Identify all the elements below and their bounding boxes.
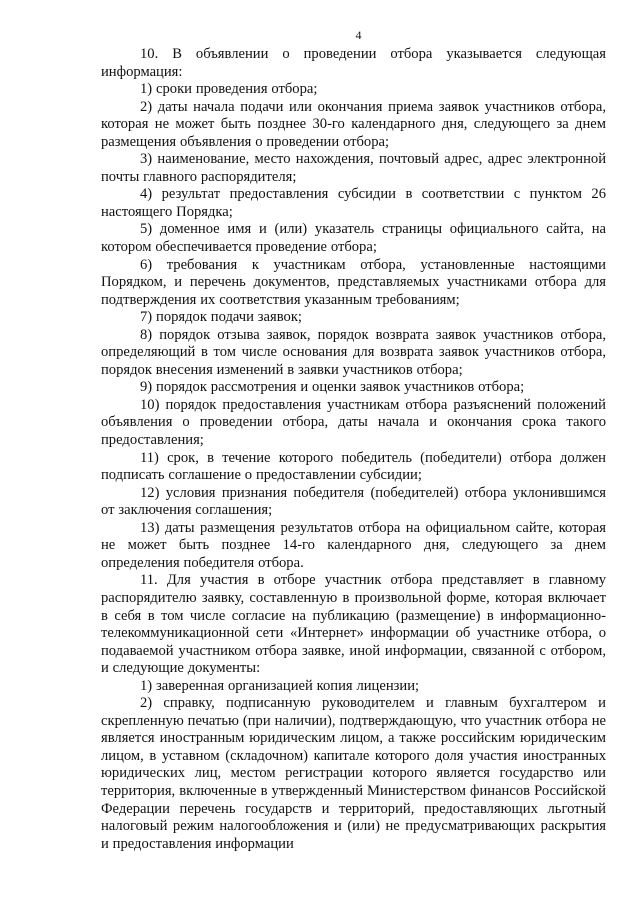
page-number: 4 bbox=[355, 28, 362, 42]
list-item-8: 8) порядок отзыва заявок, порядок возврата заявок участников отбора, определяющий в том числе основания для возврата заявок участников отбора, порядок внесения изменений в заявки участников отбора; bbox=[101, 326, 606, 378]
list-item-1: 1) сроки проведения отбора; bbox=[140, 81, 318, 98]
list-item-7: 7) порядок подачи заявок; bbox=[140, 309, 302, 326]
list-item-2: 2) даты начала подачи или окончания приема заявок участников отбора, которая не может быть позднее 30-го календарного дня, следующего за днем размещения объявления о проведении отбора; bbox=[101, 98, 606, 150]
list-item-11: 11) срок, в течение которого победитель (победители) отбора должен подписать соглашение о предоставлении субсидии; bbox=[101, 449, 606, 484]
list-item-9: 9) порядок рассмотрения и оценки заявок участников отбора; bbox=[140, 379, 525, 396]
paragraph-11: 11. Для участия в отборе участник отбора представляет в главному распорядителю заявку, составленную в произвольной форме, которая включает в себя в том числе согласие на публикацию (размещение) в информационно-телекоммуникационной сети «Интернет» информации об участнике отбора, о подаваемой участником отбора заявке, иной информации, связанной с отбором, и следующие документы: bbox=[101, 572, 606, 677]
list-item-3: 3) наименование, место нахождения, почтовый адрес, адрес электронной почты главного распорядителя; bbox=[101, 151, 606, 185]
list-item-4: 4) результат предоставления субсидии в соответствии с пунктом 26 настоящего Порядка; bbox=[101, 186, 606, 220]
document-item-1: 1) заверенная организацией копия лицензии; bbox=[140, 677, 420, 694]
paragraph-10: 10. В объявлении о проведении отбора указывается следующая информация: bbox=[101, 46, 606, 80]
document-item-2: 2) справку, подписанную руководителем и главным бухгалтером и скрепленную печатью (при наличии), подтверждающую, что участник отбора не является иностранным юридическим лицом, а также российским юридическим лицом, в уставном (складочном) капитале которого доля участия иностранных юридических лиц, местом регистрации которого является государство или территория, включенные в утвержденный Министерством финансов Российской Федерации перечень государств и территорий, предоставляющих льготный налоговый режим налогообложения и (или) не предусматривающих раскрытия и предоставления информации bbox=[101, 695, 606, 852]
document-body bbox=[101, 46, 606, 853]
list-item-10: 10) порядок предоставления участникам отбора разъяснений положений объявления о проведении отбора, даты начала и окончания срока такого предоставления; bbox=[101, 396, 606, 449]
list-item-12: 12) условия признания победителя (победителей) отбора уклонившимся от заключения соглашения; bbox=[101, 484, 606, 519]
list-item-5: 5) доменное имя и (или) указатель страницы официального сайта, на котором обеспечивается проведение отбора; bbox=[101, 221, 606, 256]
list-item-13: 13) даты размещения результатов отбора на официальном сайте, которая не может быть позднее 14-го календарного дня, следующего за днем определения победителя отбора. bbox=[101, 519, 606, 571]
list-item-6: 6) требования к участникам отбора, установленные настоящими Порядком, и перечень документов, представляемых участниками отбора для подтверждения их соответствия указанным требованиям; bbox=[101, 256, 606, 308]
